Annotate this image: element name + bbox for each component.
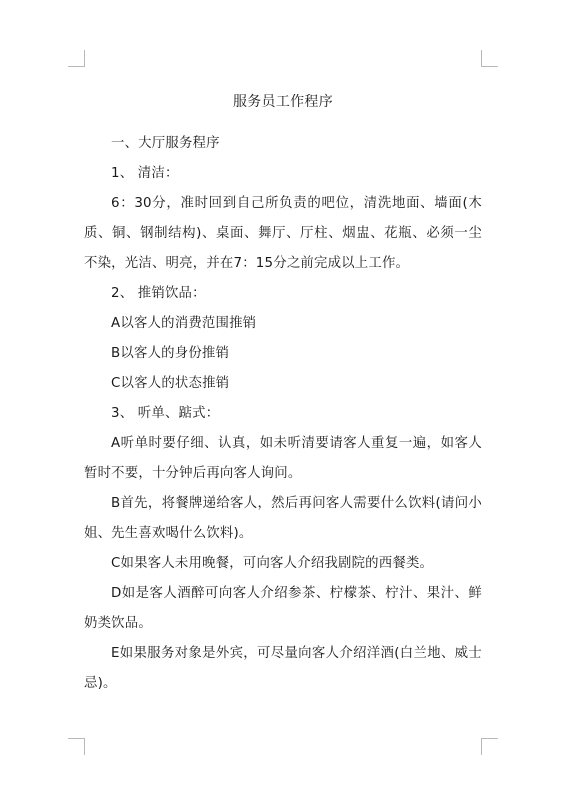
document-body (84, 90, 482, 699)
list-item-promote-b: B以客人的身份推销 (111, 346, 230, 361)
list-item-promote-c: C以客人的状态推销 (111, 376, 230, 391)
paragraph-order-a: A听单时要仔细、认真，如未听清要请客人重复一遍，如客人暂时不要，十分钟后再向客人询问。 (84, 436, 482, 481)
section-heading-hall-service: 一、大厅服务程序 (111, 136, 220, 151)
paragraph-cleaning: 6：30分，准时回到自己所负责的吧位，清洗地面、墙面(木质、铜、钢制结构)、桌面、舞厅、厅柱、烟盅、花瓶、必须一尘不染，光洁、明亮，并在7：15分之前完成以上工作。 (84, 196, 482, 271)
item-heading-promote-drinks: 2、 推销饮品： (111, 286, 206, 301)
paragraph-order-c: C如果客人未用晚餐，可向客人介绍我剧院的西餐类。 (111, 556, 434, 571)
paragraph-order-e: E如果服务对象是外宾，可尽量向客人介绍洋酒(白兰地、威士忌)。 (84, 646, 482, 691)
document-title: 服务员工作程序 (232, 94, 334, 110)
crop-mark-top-right (481, 50, 498, 67)
paragraph-order-b: B首先，将餐牌递给客人，然后再问客人需要什么饮料(请问小姐、先生喜欢喝什么饮料)。 (84, 496, 482, 541)
crop-mark-top-left (68, 50, 85, 67)
paragraph-order-d: D如是客人酒醉可向客人介绍参茶、柠檬茶、柠汁、果汁、鲜奶类饮品。 (84, 586, 482, 631)
crop-mark-bottom-left (68, 738, 85, 755)
item-heading-cleaning: 1、 清洁： (111, 166, 179, 181)
crop-mark-bottom-right (481, 738, 498, 755)
item-heading-take-order: 3、 听单、踮式： (111, 406, 220, 421)
list-item-promote-a: A以客人的消费范围推销 (111, 316, 257, 331)
